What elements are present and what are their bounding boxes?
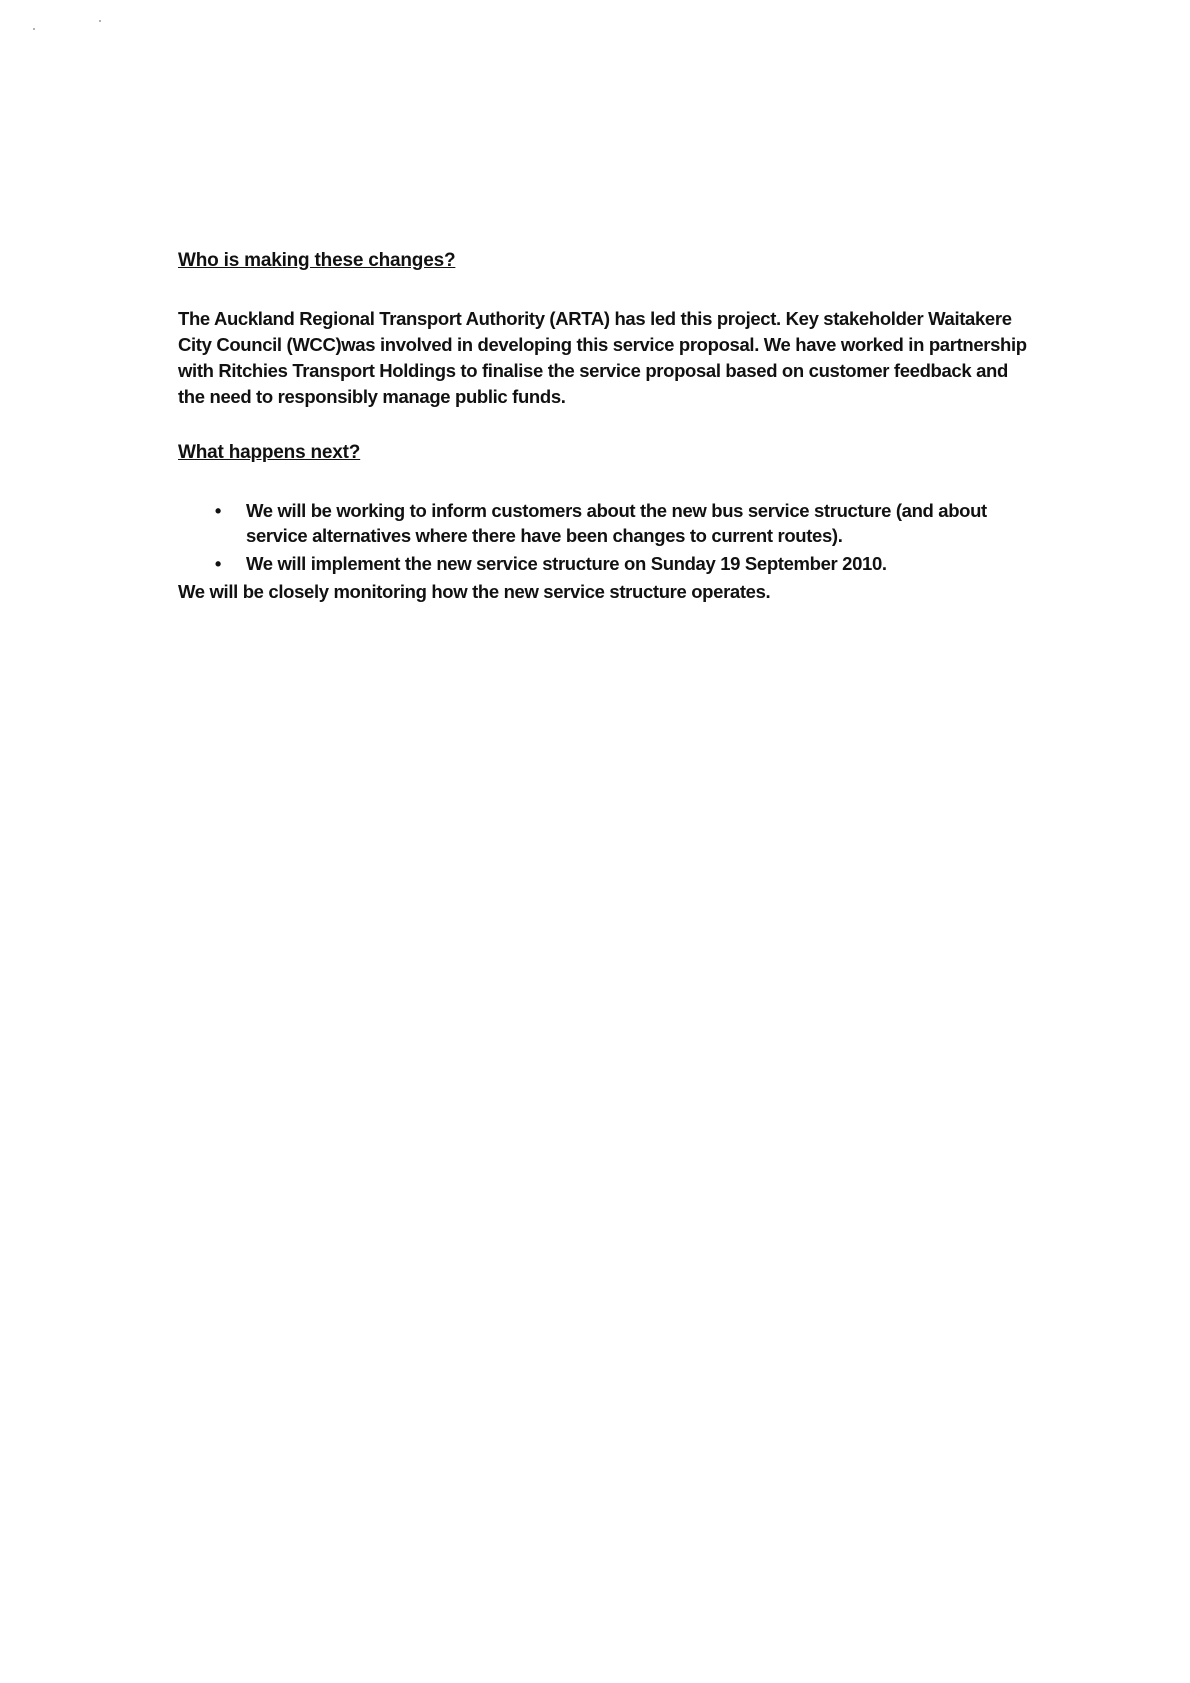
paragraph-line: City Council (WCC)was involved in developing this service proposal. We have worked in partnership	[178, 334, 1027, 355]
paragraph-line: the need to responsibly manage public funds.	[178, 386, 566, 407]
section-heading-next: What happens next?	[178, 442, 361, 463]
bullet-icon: •	[214, 500, 222, 521]
list-item-line: service alternatives where there have been changes to current routes).	[246, 525, 843, 546]
list-item	[178, 551, 1058, 576]
list-item-line: We will implement the new service structure on Sunday 19 September 2010.	[246, 553, 887, 574]
bullet-icon: •	[214, 553, 222, 574]
scan-speck	[99, 20, 101, 22]
closing-statement: We will be closely monitoring how the new service structure operates.	[178, 581, 771, 602]
bullet-list	[178, 498, 1058, 576]
list-item-line: We will be working to inform customers about the new bus service structure (and about	[246, 500, 987, 521]
paragraph-line: with Ritchies Transport Holdings to finalise the service proposal based on customer feedback and	[178, 360, 1008, 381]
scan-speck	[33, 28, 35, 30]
document-body	[178, 250, 1058, 604]
section-paragraph-who	[178, 306, 1058, 410]
list-item	[178, 498, 1058, 548]
section-heading-who: Who is making these changes?	[178, 250, 456, 271]
paragraph-line: The Auckland Regional Transport Authority (ARTA) has led this project. Key stakeholder Waitakere	[178, 308, 1012, 329]
